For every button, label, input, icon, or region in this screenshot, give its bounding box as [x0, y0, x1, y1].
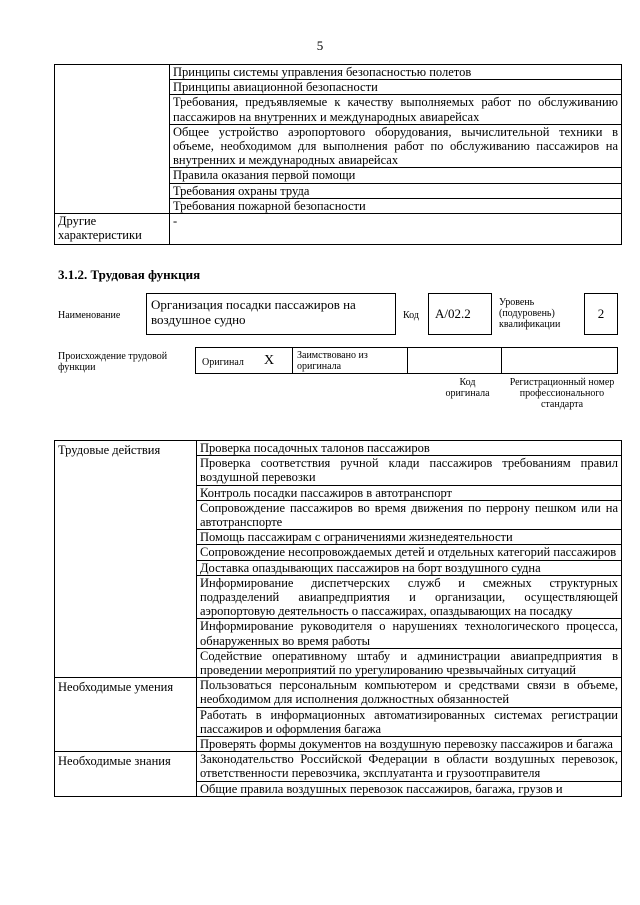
knowledge-continuation-table: [54, 64, 622, 245]
empty-label-cell: [55, 65, 170, 214]
skills-label: Необходимые умения: [55, 678, 197, 752]
table-row: Информирование руководителя о нарушениях технологического процесса, обнаруженных во время работы: [197, 619, 622, 648]
knowledge-label: Необходимые знания: [55, 752, 197, 797]
table-row: Проверка посадочных талонов пассажиров: [197, 441, 622, 456]
table-row: Сопровождение пассажиров во время движения по перрону пешком или на автотранспорте: [197, 500, 622, 529]
table-row: Работать в информационных автоматизированных системах регистрации пассажиров и оформления багажа: [197, 707, 622, 736]
table-row: Содействие оперативному штабу и администрации авиапредприятия в проведении мероприятий по урегулированию чрезвычайных ситуаций: [197, 648, 622, 677]
table-row: Информирование диспетчерских служб и смежных структурных подразделений авиапредприятия и организации, осуществляющей аэропортовую деятельность о пассажирах, опаздывающих на посадку: [197, 575, 622, 619]
other-characteristics-value: -: [170, 214, 622, 245]
divider: [292, 347, 293, 374]
table-row: Проверять формы документов на воздушную перевозку пассажиров и багажа: [197, 737, 622, 752]
table-row: Сопровождение несопровождаемых детей и отдельных категорий пассажиров: [197, 545, 622, 560]
code-label: Код: [403, 310, 419, 321]
divider: [407, 347, 408, 374]
table-row: Принципы системы управления безопасностью полетов: [170, 65, 622, 80]
table-row: Пользоваться персональным компьютером и средствами связи в объеме, необходимом для исполнения должностных обязанностей: [197, 678, 622, 707]
table-row: Правила оказания первой помощи: [170, 168, 622, 183]
origin-label: Происхождение трудовой функции: [58, 351, 168, 373]
name-label: Наименование: [58, 310, 121, 321]
function-name-box: Организация посадки пассажиров на воздушное судно: [146, 293, 396, 335]
code-original-caption: Код оригинала: [445, 377, 490, 399]
table-row: Контроль посадки пассажиров в автотранспорт: [197, 485, 622, 500]
table-row: Общее устройство аэропортового оборудования, вычислительной техники в объеме, необходимом для выполнения работ по обслуживанию пассажиров на внутренних и международных авиарейсах: [170, 124, 622, 168]
code-value-box: А/02.2: [428, 293, 492, 335]
divider: [501, 347, 502, 374]
table-row: Требования охраны труда: [170, 183, 622, 198]
level-label: Уровень (подуровень) квалификации: [499, 297, 561, 330]
table-row: Принципы авиационной безопасности: [170, 80, 622, 95]
level-value-box: 2: [584, 293, 618, 335]
section-heading: 3.1.2. Трудовая функция: [58, 267, 201, 282]
table-row: Требования, предъявляемые к качеству выполняемых работ по обслуживанию пассажиров на внутренних и международных авиарейсах: [170, 95, 622, 124]
labor-function-table: [54, 440, 622, 797]
table-row: Требования пожарной безопасности: [170, 198, 622, 213]
table-row: Проверка соответствия ручной клади пассажиров требованиям правил воздушной перевозки: [197, 456, 622, 485]
original-mark: X: [264, 353, 275, 368]
actions-label: Трудовые действия: [55, 441, 197, 678]
table-row: Законодательство Российской Федерации в области воздушных перевозок, ответственности перевозчика, эксплуатанта и грузоотправителя: [197, 752, 622, 781]
page-number: 5: [316, 38, 324, 53]
reg-number-caption: Регистрационный номер профессионального стандарта: [509, 377, 615, 410]
table-row: Доставка опаздывающих пассажиров на борт воздушного судна: [197, 560, 622, 575]
borrowed-label: Заимствовано из оригинала: [297, 350, 368, 372]
table-row: Общие правила воздушных перевозок пассажиров, багажа, грузов и: [197, 781, 622, 796]
origin-row: [195, 347, 618, 374]
original-label: Оригинал: [202, 357, 244, 368]
other-characteristics-label: Другие характеристики: [55, 214, 170, 245]
table-row: Помощь пассажирам с ограничениями жизнедеятельности: [197, 530, 622, 545]
